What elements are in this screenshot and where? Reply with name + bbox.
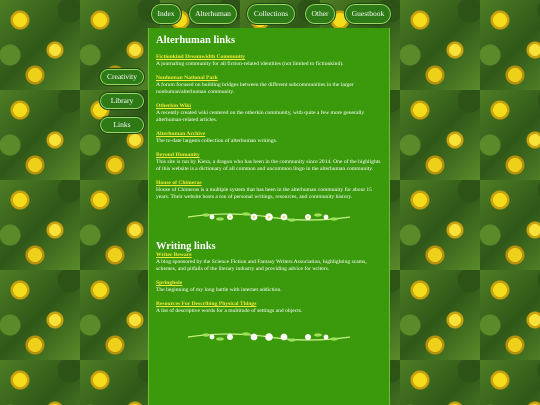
link-house-of-chimeras[interactable]: House of Chimeras [156,180,202,186]
nav-other-button[interactable]: Other [304,3,336,25]
alterhuman-links-heading: Alterhuman links [156,35,236,46]
link-beyond-humanity[interactable]: Beyond Humanity [156,152,200,158]
flower-divider-icon [184,209,354,225]
link-fictionkind-dreamwidth[interactable]: Fictionkind Dreamwidth Community [156,54,246,60]
nav-alterhuman-button[interactable]: Alterhuman [188,3,238,25]
side-library-button[interactable]: Library [99,92,145,110]
nav-collections-button[interactable]: Collections [246,3,296,25]
link-springhole[interactable]: Springhole [156,280,183,286]
link-description: This site is run by Kiera, a dragon who has been in the community since 2014. One of the highlights of this website is a dictionary of all common and uncommon lingo in the alterhuman community. [156,159,381,172]
flower-divider-icon [184,329,354,345]
nav-index-button[interactable]: Index [150,3,182,25]
link-writer-beware[interactable]: Writer Beware [156,252,192,258]
list-item [156,54,382,68]
link-alterhuman-archive[interactable]: Alterhuman Archive [156,131,206,137]
nav-guestbook-button[interactable]: Guestbook [344,3,392,25]
list-item [156,152,382,173]
writing-links-heading: Writing links [156,241,216,252]
list-item [156,301,382,315]
link-describing-physical-things[interactable]: Resources For Describing Physical Things [156,301,257,307]
list-item [156,252,382,273]
main-content [148,28,390,405]
side-links-button[interactable]: Links [99,116,145,134]
link-description: House of Chimeras is a multiple system that has been in the alterhuman community for about 15 years. Their website hosts a ton of personal writings, resources, and community history. [156,187,372,200]
link-description: A blog sponsored by the Science Fiction and Fantasy Writers Association, highlighting scams, schemes, and pitfalls of the literary industry and providing advice for writers. [156,259,367,272]
link-description: A journaling community for all fiction-related identities (not limited to fictionkind). [156,61,344,67]
list-item [156,180,382,201]
link-nonhuman-national-park[interactable]: Nonhuman National Park [156,75,218,81]
list-item [156,280,382,294]
link-otherkin-wiki[interactable]: Otherkin Wiki [156,103,192,109]
link-description: The to-date largests collection of alterhuman writings. [156,138,278,144]
list-item [156,103,382,124]
link-description: The beginning of my long battle with internet addiction. [156,287,282,293]
link-description: A list of descriptive words for a multitude of settings and objects. [156,308,303,314]
side-creativity-button[interactable]: Creativity [99,68,145,86]
list-item [156,131,382,145]
link-description: A forum focused on building bridges between the different subcommunities in the larger nonhuman/alterhuman community. [156,82,354,95]
list-item [156,75,382,96]
top-nav [148,3,392,25]
link-description: A recently created wiki centered on the otherkin community, with quite a few more generally alterhuman-related articles. [156,110,365,123]
